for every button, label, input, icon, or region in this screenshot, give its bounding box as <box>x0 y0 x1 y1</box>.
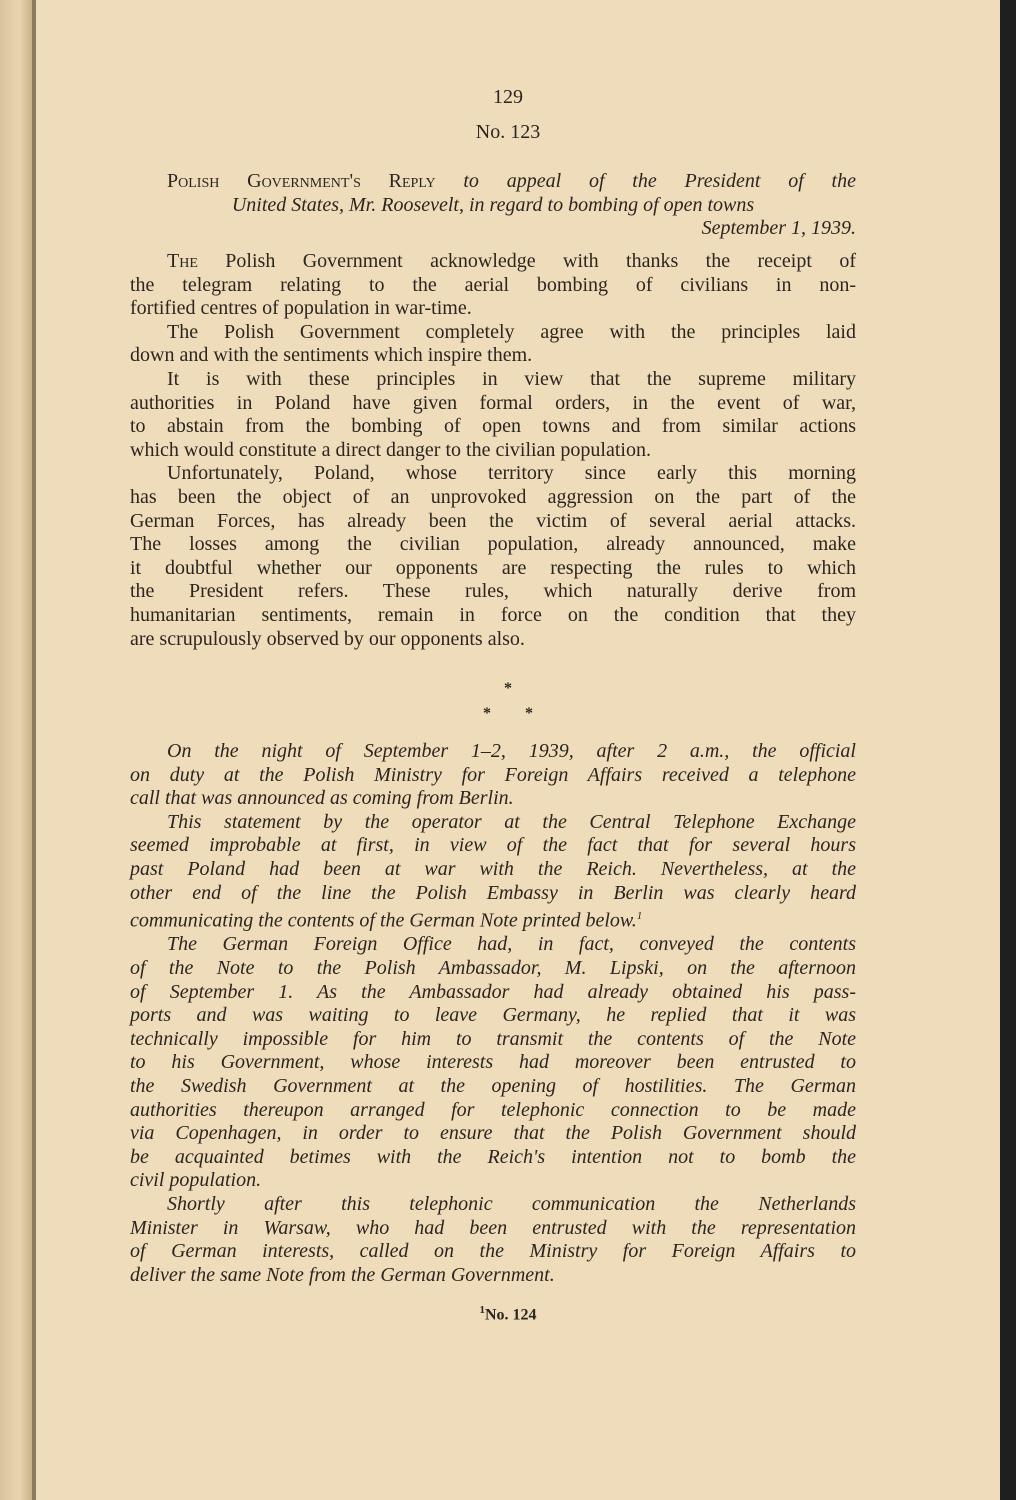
text-line <box>130 557 856 581</box>
line-text: seemed improbable at first, in view of the fact that for several hours <box>130 834 856 857</box>
line-text: which would constitute a direct danger to the civilian population. <box>130 438 651 461</box>
text-line <box>130 1122 856 1146</box>
text-line <box>130 1264 856 1288</box>
text-line <box>130 415 856 439</box>
reply-text <box>130 250 856 651</box>
text-line <box>130 580 856 604</box>
lead-smallcaps: The <box>167 250 198 272</box>
line-text: down and with the sentiments which inspire them. <box>130 344 533 367</box>
line-text: This statement by the operator at the Central Telephone Exchange <box>167 810 856 833</box>
text-line <box>130 486 856 510</box>
text-line <box>130 1146 856 1170</box>
line-text: the President refers. These rules, which naturally derive from <box>130 580 856 603</box>
heading-title: Polish Government's Reply <box>167 170 436 192</box>
text-line <box>130 1193 856 1217</box>
text-line <box>130 740 856 764</box>
text-line <box>130 1075 856 1099</box>
line-text: German Forces, has already been the victim of several aerial attacks. <box>130 509 856 532</box>
line-text: deliver the same Note from the German Government. <box>130 1263 555 1286</box>
line-text: technically impossible for him to transmit the contents of the Note <box>130 1027 856 1050</box>
heading-line1: to appeal of the President of the <box>463 170 856 192</box>
text-line <box>130 1051 856 1075</box>
separator-star-top: * <box>504 680 512 697</box>
text-line <box>130 628 856 652</box>
line-text: of German interests, called on the Ministry for Foreign Affairs to <box>130 1240 856 1263</box>
document-heading <box>130 170 856 241</box>
line-text: authorities in Poland have given formal orders, in the event of war, <box>130 391 856 414</box>
line-text: on duty at the Polish Ministry for Foreign Affairs received a telephone <box>130 763 856 786</box>
line-text: It is with these principles in view that the supreme military <box>167 367 856 390</box>
line-text: it doubtful whether our opponents are respecting the rules to which <box>130 556 856 579</box>
line-text: be acquainted betimes with the Reich's intention not to bomb the <box>130 1145 856 1168</box>
text-line <box>130 1028 856 1052</box>
text-line <box>130 368 856 392</box>
heading-date: September 1, 1939. <box>701 217 856 240</box>
text-line <box>130 1169 856 1193</box>
text-line <box>130 1217 856 1241</box>
line-text: via Copenhagen, in order to ensure that the Polish Government should <box>130 1122 856 1145</box>
text-line <box>130 462 856 486</box>
text-line <box>130 834 856 858</box>
scan-edge <box>1000 0 1016 1500</box>
text-line <box>130 439 856 463</box>
footnote-ref: 1 <box>636 910 643 923</box>
text-line <box>130 274 856 298</box>
line-text: The Polish Government completely agree with the principles laid <box>167 320 856 343</box>
book-spine <box>0 0 32 1500</box>
line-text: the Swedish Government at the opening of hostilities. The German <box>130 1074 856 1097</box>
heading-line2: United States, Mr. Roosevelt, in regard to bombing of open towns <box>231 193 755 216</box>
text-line <box>130 787 856 811</box>
line-text: Minister in Warsaw, who had been entrusted with the representation <box>130 1216 856 1239</box>
text-line <box>130 957 856 981</box>
text-line <box>130 604 856 628</box>
text-line <box>130 882 856 906</box>
line-text: humanitarian sentiments, remain in force on the condition that they <box>130 603 856 626</box>
text-line <box>130 250 856 274</box>
line-text: On the night of September 1–2, 1939, after 2 a.m., the official <box>167 740 856 762</box>
line-text: to abstain from the bombing of open towns and from similar actions <box>130 415 856 438</box>
text-line <box>130 533 856 557</box>
line-text: The losses among the civilian population, already announced, make <box>130 533 856 556</box>
line-text: other end of the line the Polish Embassy in Berlin was clearly heard <box>130 881 856 904</box>
footnote: $^1$No. 124 <box>479 1304 537 1324</box>
line-text: civil population. <box>130 1169 262 1192</box>
text-line <box>130 1099 856 1123</box>
narrative-text <box>130 740 856 1287</box>
line-text: Shortly after this telephonic communication the Netherlands <box>167 1192 856 1215</box>
text-line <box>130 510 856 534</box>
line-text: authorities thereupon arranged for telephonic connection to be made <box>130 1098 856 1121</box>
text-line <box>130 1240 856 1264</box>
line-text: ports and was waiting to leave Germany, he replied that it was <box>130 1004 856 1027</box>
line-text: The German Foreign Office had, in fact, conveyed the contents <box>167 933 856 956</box>
text-line <box>130 905 856 933</box>
line-text: to his Government, whose interests had moreover been entrusted to <box>130 1051 856 1074</box>
text-line <box>130 321 856 345</box>
document-number: No. 123 <box>475 121 541 143</box>
line-text: of September 1. As the Ambassador had already obtained his pass- <box>130 980 856 1003</box>
text-line <box>130 858 856 882</box>
page-number: 129 <box>493 86 523 108</box>
text-line <box>130 764 856 788</box>
text-line <box>130 344 856 368</box>
line-text: Polish Government acknowledge with thanks the receipt of <box>197 250 856 272</box>
text-line <box>130 297 856 321</box>
line-text: communicating the contents of the German Note printed below. <box>130 909 637 932</box>
text-line <box>130 933 856 957</box>
line-text: has been the object of an unprovoked aggression on the part of the <box>130 485 856 508</box>
text-line <box>130 811 856 835</box>
text-line <box>130 1004 856 1028</box>
text-line <box>130 392 856 416</box>
line-text: fortified centres of population in war-time. <box>130 297 472 320</box>
line-text: past Poland had been at war with the Reich. Nevertheless, at the <box>130 857 856 880</box>
line-text: the telegram relating to the aerial bombing of civilians in non- <box>130 273 856 296</box>
line-text: are scrupulously observed by our opponents also. <box>130 627 525 650</box>
text-line <box>130 981 856 1005</box>
line-text: of the Note to the Polish Ambassador, M. Lipski, on the afternoon <box>130 957 856 979</box>
line-text: Unfortunately, Poland, whose territory since early this morning <box>167 462 856 485</box>
separator-stars-bottom: * * <box>483 705 533 722</box>
line-text: call that was announced as coming from Berlin. <box>130 787 514 810</box>
